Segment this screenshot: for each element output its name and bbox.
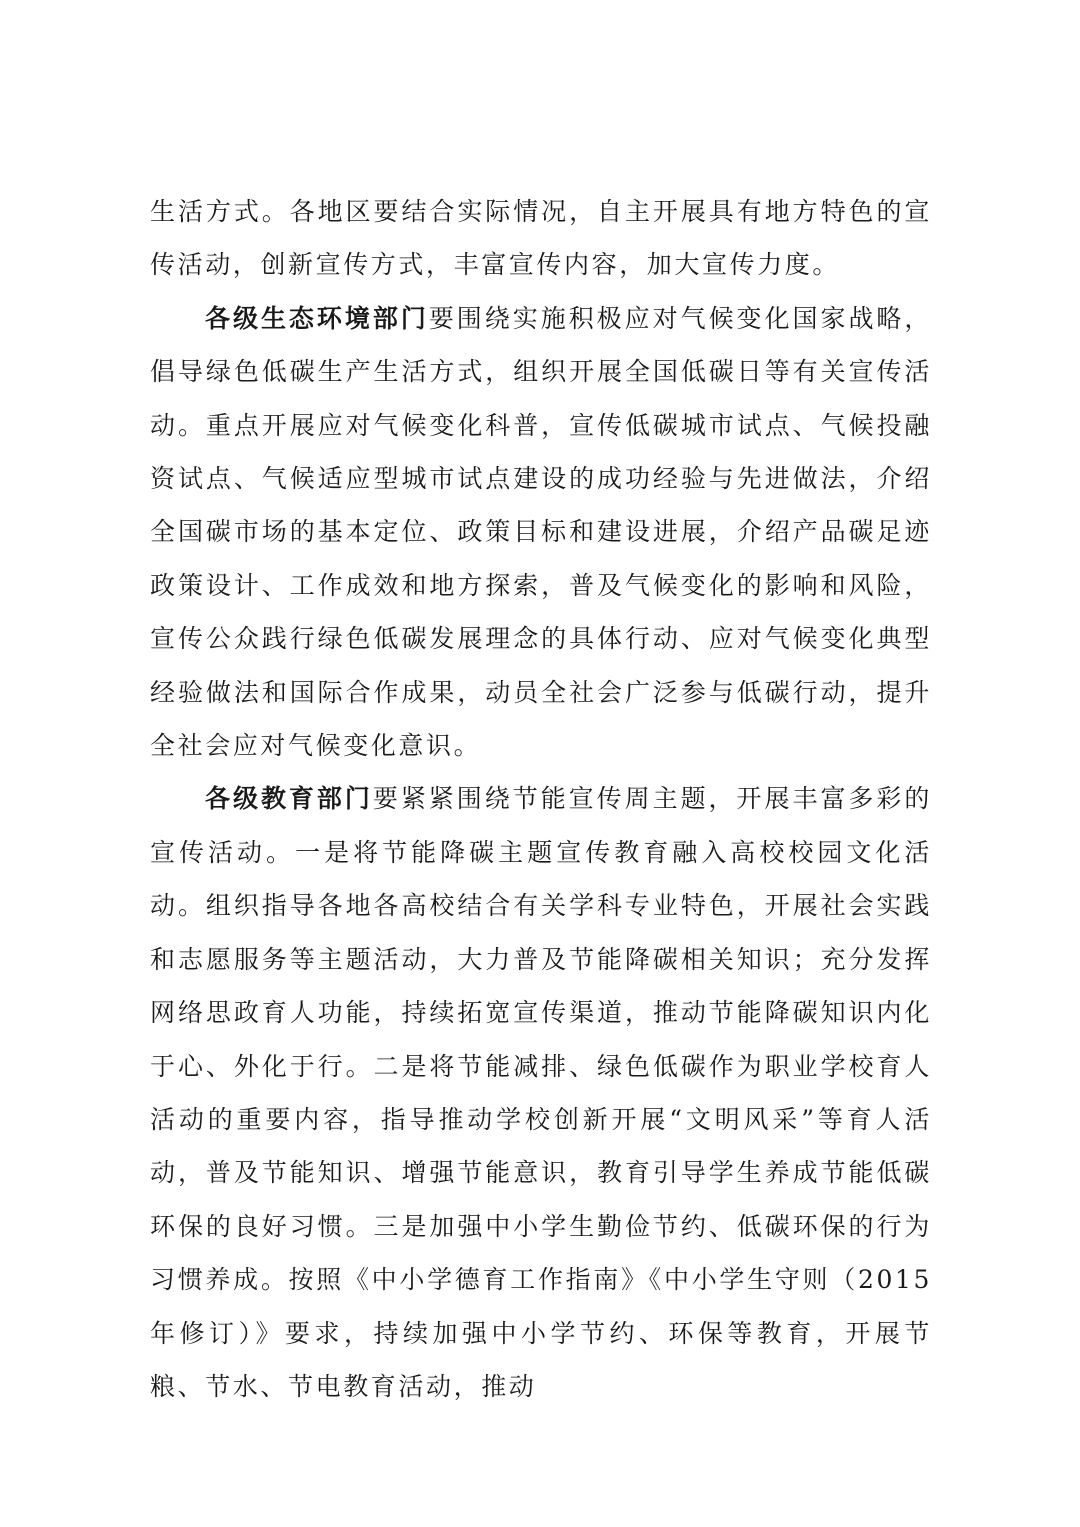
document-page — [150, 185, 932, 1413]
paragraph-education-departments — [150, 772, 932, 1413]
paragraph-continuation — [150, 185, 932, 292]
paragraph-ecology-departments — [150, 292, 932, 773]
paragraph-text: 生活方式。各地区要结合实际情况，自主开展具有地方特色的宣传活动，创新宣传方式，丰富宣传内容，加大宣传力度。 — [150, 197, 932, 280]
paragraph-text: 要围绕实施积极应对气候变化国家战略，倡导绿色低碳生产生活方式，组织开展全国低碳日等有关宣传活动。重点开展应对气候变化科普，宣传低碳城市试点、气候投融资试点、气候适应型城市试点建设的成功经验与先进做法，介绍全国碳市场的基本定位、政策目标和建设进展，介绍产品碳足迹政策设计、工作成效和地方探索，普及气候变化的影响和风险，宣传公众践行绿色低碳发展理念的具体行动、应对气候变化典型经验做法和国际合作成果，动员全社会广泛参与低碳行动，提升全社会应对气候变化意识。 — [150, 303, 932, 761]
paragraph-text: 要紧紧围绕节能宣传周主题，开展丰富多彩的宣传活动。一是将节能降碳主题宣传教育融入高校校园文化活动。组织指导各地各高校结合有关学科专业特色，开展社会实践和志愿服务等主题活动，大力普及节能降碳相关知识；充分发挥网络思政育人功能，持续拓宽宣传渠道，推动节能降碳知识内化于心、外化于行。二是将节能减排、绿色低碳作为职业学校育人活动的重要内容，指导推动学校创新开展“文明风采”等育人活动，普及节能知识、增强节能意识，教育引导学生养成节能低碳环保的良好习惯。三是加强中小学生勤俭节约、低碳环保的行为习惯养成。按照《中小学德育工作指南》《中小学生守则（2015年修订）》要求，持续加强中小学节约、环保等教育，开展节粮、节水、节电教育活动，推动 — [150, 784, 932, 1401]
paragraph-lead-heading: 各级教育部门 — [205, 784, 373, 814]
paragraph-lead-heading: 各级生态环境部门 — [205, 303, 429, 333]
